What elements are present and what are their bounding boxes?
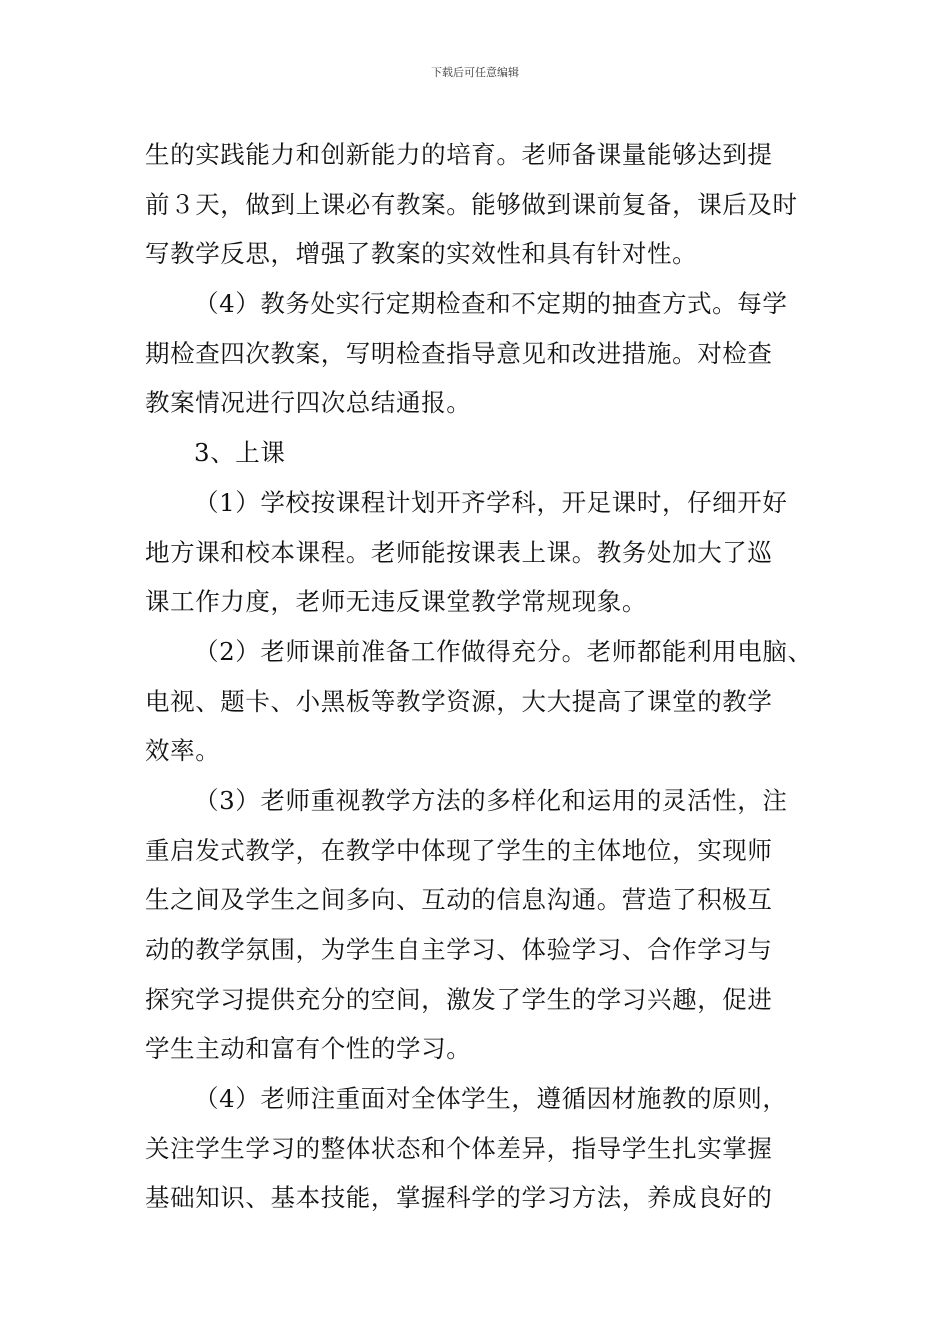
- text-line: 电视、题卡、小黑板等教学资源，大大提高了课堂的教学: [145, 686, 773, 716]
- text-line: 重启发式教学，在教学中体现了学生的主体地位，实现师: [145, 835, 773, 865]
- document-body: [145, 130, 817, 1223]
- text-line: （4）教务处实行定期检查和不定期的抽查方式。每学: [194, 289, 788, 319]
- text-line: 期检查四次教案，写明检查指导意见和改进措施。对检查: [145, 338, 773, 368]
- text-line: 教案情况进行四次总结通报。: [145, 388, 472, 418]
- text-line: 生的实践能力和创新能力的培育。老师备课量能够达到提: [145, 140, 773, 169]
- text-line: 生之间及学生之间多向、互动的信息沟通。营造了积极互: [145, 885, 773, 915]
- text-line: 动的教学氛围，为学生自主学习、体验学习、合作学习与: [145, 935, 773, 964]
- text-line: 写教学反思，增强了教案的实效性和具有针对性。: [145, 239, 698, 269]
- text-line: 学生主动和富有个性的学习。: [145, 1034, 472, 1064]
- text-line: 3、上课: [194, 438, 286, 468]
- text-line: （3）老师重视教学方法的多样化和运用的灵活性，注: [194, 785, 788, 815]
- text-line: 前３天，做到上课必有教案。能够做到课前复备，课后及时: [145, 189, 798, 219]
- page-header: 下载后可任意编辑: [431, 66, 519, 79]
- text-line: 关注学生学习的整体状态和个体差异，指导学生扎实掌握: [145, 1133, 773, 1163]
- text-line: 课工作力度，老师无违反课堂教学常规现象。: [145, 587, 647, 617]
- text-line: （4）老师注重面对全体学生，遵循因材施教的原则，: [194, 1084, 788, 1114]
- text-line: 效率。: [145, 736, 221, 766]
- text-line: 地方课和校本课程。老师能按课表上课。教务处加大了巡: [145, 537, 773, 567]
- text-line: （2）老师课前准备工作做得充分。老师都能利用电脑、: [194, 636, 813, 666]
- text-line: （1）学校按课程计划开齐学科，开足课时，仔细开好: [194, 487, 788, 517]
- text-line: 基础知识、基本技能，掌握科学的学习方法，养成良好的: [145, 1183, 773, 1213]
- text-line: 探究学习提供充分的空间，激发了学生的学习兴趣，促进: [145, 984, 773, 1014]
